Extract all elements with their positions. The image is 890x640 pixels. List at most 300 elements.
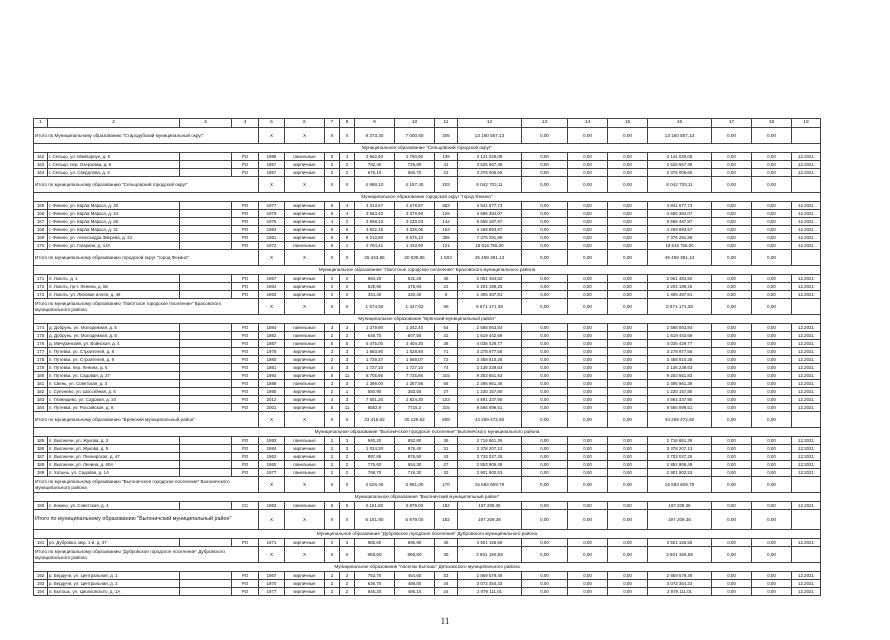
table-row	[34, 324, 821, 332]
table-cell: X	[285, 128, 325, 144]
table-cell: 0,00	[522, 372, 568, 380]
table-cell: 1971	[259, 539, 285, 547]
table-cell	[180, 445, 232, 453]
table-cell: 676,10	[355, 169, 395, 177]
table-cell: 10	[395, 119, 435, 128]
table-cell: 0,00	[712, 356, 752, 364]
table-cell: X	[285, 412, 325, 428]
table-cell: панельные	[285, 380, 325, 388]
table-cell: РО	[232, 153, 259, 161]
table-cell: 0,00	[608, 169, 648, 177]
table-cell: 0,00	[568, 412, 608, 428]
table-cell: 3 501 156,58	[458, 539, 522, 547]
table-cell: 0,00	[522, 332, 568, 340]
table-cell: Итого по Муниципальному образованию "Стародубский муниципальный округ"	[34, 128, 259, 144]
table-cell: панельные	[285, 332, 325, 340]
table-cell: X	[340, 412, 355, 428]
table-cell: Итого по муниципальному образованию "Дубровское городское поселение" Дубровского муниципального района	[34, 547, 259, 563]
table-cell: 0,00	[752, 250, 792, 266]
table-cell: X	[325, 299, 340, 315]
table-cell: 0,00	[752, 445, 792, 453]
table-cell: 1 693,90	[355, 348, 395, 356]
table-row	[34, 580, 821, 588]
table-cell: кирпичные	[285, 348, 325, 356]
table-cell: 2 979 111,01	[648, 588, 712, 596]
table-cell: 0,00	[712, 250, 752, 266]
table-cell: X	[259, 250, 285, 266]
table-cell: п. Локоть, пр-т. Ленина, д. 56	[48, 283, 180, 291]
table-cell: кирпичные	[285, 364, 325, 372]
table-cell: 5	[340, 502, 355, 510]
table-cell: 12.2021	[792, 291, 821, 299]
table-cell: 0,00	[522, 364, 568, 372]
table-cell: 0,00	[568, 234, 608, 242]
table-cell: 0,00	[752, 404, 792, 412]
table-cell: 8 042 703,11	[458, 177, 522, 193]
table-cell: 1962	[259, 453, 285, 461]
table-cell: 0,00	[522, 588, 568, 596]
table-cell: 0,00	[712, 299, 752, 315]
table-cell: 0,00	[712, 572, 752, 580]
table-cell: 0,00	[608, 250, 648, 266]
table-cell: 0,00	[712, 128, 752, 144]
table-cell: 45 459 391,13	[458, 250, 522, 266]
table-cell: 5	[325, 502, 340, 510]
table-cell: 0,00	[522, 356, 568, 364]
table-cell: 4	[340, 153, 355, 161]
table-cell: 0,00	[752, 469, 792, 477]
table-cell: панельные	[285, 242, 325, 250]
table-cell: 0,00	[522, 324, 568, 332]
table-cell: 8	[340, 234, 355, 242]
table-cell: 0,00	[752, 388, 792, 396]
table-cell	[792, 412, 821, 428]
table-cell: д. Добрунь, ул. Молодежная, д. 5	[48, 324, 180, 332]
table-cell: 0,00	[608, 128, 648, 144]
table-cell: X	[325, 477, 340, 493]
table-cell: 4 035 429,77	[648, 340, 712, 348]
table-cell: 15 583 609,79	[458, 477, 522, 493]
table-cell: г. Сельцо, ул. Свердлова, д. 3	[48, 169, 180, 177]
table-cell: 174	[34, 324, 48, 332]
table-cell	[180, 169, 232, 177]
table-cell: 5 558 487,87	[458, 218, 522, 226]
table-cell: 12.2021	[792, 340, 821, 348]
table-cell: 0,00	[752, 242, 792, 250]
table-cell: р. Бердучи, ул. Центральная, д. 1	[48, 572, 180, 580]
table-cell: 0,00	[522, 275, 568, 283]
table-cell: 0,00	[712, 469, 752, 477]
table-cell: 0,00	[522, 380, 568, 388]
table-cell: 2 136 239,63	[458, 364, 522, 372]
table-cell: 0,00	[522, 445, 568, 453]
section-heading-row	[34, 266, 821, 275]
table-cell: с. Супонево, ул. Шоссейная, д. 5	[48, 388, 180, 396]
table-cell: 3 404,30	[395, 340, 435, 348]
table-cell: 4 336,05	[395, 226, 435, 234]
table-cell: Итого по муниципальному образованию "Выгоничский муниципальный район"	[34, 510, 259, 530]
table-cell: 167	[34, 218, 48, 226]
table-cell: г. Фокино, ул. Александра Зверева, д. 22	[48, 234, 180, 242]
table-cell: 182	[34, 388, 48, 396]
table-cell: 2	[340, 275, 355, 283]
table-cell: 0,00	[712, 445, 752, 453]
table-cell: 0,00	[522, 299, 568, 315]
table-cell: 3 141 029,08	[648, 153, 712, 161]
table-cell: 0,00	[568, 453, 608, 461]
table-cell	[180, 218, 232, 226]
table-cell	[792, 250, 821, 266]
table-cell: РО	[232, 469, 259, 477]
table-cell: 0,00	[568, 128, 608, 144]
table-cell: 0,00	[608, 396, 648, 404]
table-cell: 0,00	[522, 437, 568, 445]
table-cell: 0,00	[712, 161, 752, 169]
table-cell: 0,00	[608, 539, 648, 547]
table-cell: Итого по муниципальному образованию "Сельцовский городской округ"	[34, 177, 259, 193]
table-cell: 3 501 156,58	[648, 539, 712, 547]
table-cell: 11	[340, 372, 355, 380]
table-cell	[180, 380, 232, 388]
table-cell: панельные	[285, 461, 325, 469]
table-cell: 0,00	[608, 380, 648, 388]
table-cell: кирпичные	[285, 226, 325, 234]
table-cell: X	[285, 299, 325, 315]
table-cell: 0,00	[712, 380, 752, 388]
table-cell: 3 072 354,33	[458, 580, 522, 588]
table-cell: 0,00	[522, 128, 568, 144]
table-cell: 486,10	[395, 588, 435, 596]
table-cell: 187	[34, 453, 48, 461]
table-cell: 12	[458, 119, 522, 128]
table-cell	[180, 153, 232, 161]
table-cell: п. Локоть, д. 1	[48, 275, 180, 283]
table-row	[34, 291, 821, 299]
register-table-body	[34, 119, 821, 596]
table-cell	[180, 539, 232, 547]
table-cell	[180, 453, 232, 461]
table-cell: 0,00	[568, 539, 608, 547]
table-cell: 0,00	[522, 283, 568, 291]
table-cell: 182	[435, 510, 458, 530]
table-cell: 0,00	[712, 547, 752, 563]
table-cell	[180, 234, 232, 242]
table-cell: 2	[325, 169, 340, 177]
table-cell: 9 565 099,51	[648, 404, 712, 412]
table-cell: 0,00	[608, 502, 648, 510]
table-cell: 1967	[259, 572, 285, 580]
table-cell: 648,70	[355, 332, 395, 340]
table-cell: 2	[340, 453, 355, 461]
table-cell: 0,00	[752, 510, 792, 530]
table-cell: 3 458 810,28	[648, 356, 712, 364]
table-cell	[180, 364, 232, 372]
table-cell: 12.2021	[792, 461, 821, 469]
table-cell: 8	[340, 119, 355, 128]
table-cell: кирпичные	[285, 356, 325, 364]
table-cell: 5 879,00	[395, 510, 435, 530]
table-cell: кирпичные	[285, 169, 325, 177]
table-cell: РО	[232, 324, 259, 332]
table-cell: X	[259, 128, 285, 144]
table-cell: 169	[34, 234, 48, 242]
table-cell: 103	[435, 396, 458, 404]
table-cell: 12.2021	[792, 539, 821, 547]
table-cell: Итого по муниципальному образованию городской округ "город Фокино"	[34, 250, 259, 266]
table-cell: 8 042 703,11	[648, 177, 712, 193]
table-cell: 12.2021	[792, 445, 821, 453]
table-cell: 0,00	[712, 177, 752, 193]
table-cell: 182	[435, 502, 458, 510]
table-cell: 1 230 157,80	[458, 388, 522, 396]
table-cell: 0,00	[568, 445, 608, 453]
table-cell: РО	[232, 572, 259, 580]
table-cell: 36	[435, 275, 458, 283]
table-cell: 0,00	[712, 202, 752, 210]
table-cell: 0,00	[712, 580, 752, 588]
table-cell: 0,00	[712, 153, 752, 161]
table-cell: 383,50	[395, 388, 435, 396]
table-cell: 5	[325, 404, 340, 412]
table-cell	[792, 547, 821, 563]
table-cell: 0,00	[608, 469, 648, 477]
table-cell: п. Путевка, ул. Садовая, д. 27	[48, 372, 180, 380]
table-row	[34, 404, 821, 412]
table-cell: 2 204 199,25	[648, 283, 712, 291]
table-cell: 0,00	[568, 177, 608, 193]
table-cell: 1987	[259, 340, 285, 348]
table-cell: 3 653,40	[355, 210, 395, 218]
table-cell: 0,00	[752, 161, 792, 169]
table-cell: 12.2021	[792, 356, 821, 364]
table-cell: 3	[325, 380, 340, 388]
table-cell: 0,00	[608, 226, 648, 234]
subtotal-row	[34, 510, 821, 530]
table-cell: 74	[435, 364, 458, 372]
table-cell: 12.2021	[792, 234, 821, 242]
table-cell: 12.2021	[792, 380, 821, 388]
table-cell: 1	[34, 119, 48, 128]
table-cell: 1990	[259, 388, 285, 396]
table-cell: 0,00	[752, 177, 792, 193]
table-cell: РО	[232, 380, 259, 388]
table-cell	[180, 580, 232, 588]
table-cell: 3 981,00	[395, 477, 435, 493]
table-cell: 0,00	[752, 283, 792, 291]
table-cell: 5	[325, 242, 340, 250]
table-cell: РО	[232, 226, 259, 234]
table-cell: 9 373,30	[355, 128, 395, 144]
table-cell: 4	[340, 202, 355, 210]
table-cell: 0,00	[752, 169, 792, 177]
table-cell: 2	[340, 572, 355, 580]
table-cell: 19	[792, 119, 821, 128]
table-cell: 0,00	[752, 539, 792, 547]
table-cell: п. Путевка, ул. Строителей, д. 8	[48, 348, 180, 356]
table-cell: 0,00	[522, 396, 568, 404]
table-cell: 38	[435, 340, 458, 348]
table-cell: 0,00	[712, 588, 752, 596]
table-row	[34, 469, 821, 477]
table-cell: 2	[340, 469, 355, 477]
table-cell: 1 230 157,80	[648, 388, 712, 396]
table-cell: кирпичные	[285, 404, 325, 412]
table-cell: 2	[340, 169, 355, 177]
table-cell: 5 671 171,38	[458, 299, 522, 315]
table-cell: РО	[232, 539, 259, 547]
table-cell: 792,40	[355, 161, 395, 169]
table-cell: с. Глинищево, ул. Садовая, д. 34	[48, 396, 180, 404]
table-cell: 193	[34, 580, 48, 588]
table-cell	[180, 210, 232, 218]
table-cell: X	[285, 177, 325, 193]
table-cell	[180, 404, 232, 412]
table-cell: 12.2021	[792, 324, 821, 332]
table-cell: г. Сельцо, ул. Майпарнуе, д. 5	[48, 153, 180, 161]
table-cell: п. Путевка, пер. Ленина, д. 5	[48, 364, 180, 372]
table-cell: 0,00	[608, 445, 648, 453]
table-cell: X	[285, 547, 325, 563]
table-cell: 1 729,37	[355, 356, 395, 364]
table-row	[34, 169, 821, 177]
table-cell: 188	[34, 461, 48, 469]
table-cell: 197 209,36	[648, 510, 712, 530]
table-cell: 36	[435, 437, 458, 445]
table-cell: 0,00	[608, 588, 648, 596]
table-cell: 0,00	[522, 510, 568, 530]
table-cell: 0,00	[752, 275, 792, 283]
table-cell: 1	[340, 242, 355, 250]
table-row	[34, 445, 821, 453]
table-cell: 0,00	[568, 372, 608, 380]
table-cell: 142	[435, 218, 458, 226]
table-cell: 1978	[259, 348, 285, 356]
table-cell: 18	[752, 119, 792, 128]
table-cell: 2 901 902,53	[458, 469, 522, 477]
table-cell: 7 725,86	[395, 372, 435, 380]
table-cell: РО	[232, 234, 259, 242]
table-cell: п. Выгоничи, ул. Пионерская, д. 47	[48, 453, 180, 461]
table-cell	[180, 461, 232, 469]
table-cell: п. Локоть, ул. Липовая аллея, д. 48	[48, 291, 180, 299]
table-cell: 22	[435, 283, 458, 291]
table-cell: 1977	[259, 202, 285, 210]
table-cell: 9 253 651,83	[458, 372, 522, 380]
table-cell: д. Добрунь, ул. Молодежная, д. 8	[48, 332, 180, 340]
table-cell: п. Выгоничи, ул. Ленина, д. 60А	[48, 461, 180, 469]
table-cell: 34	[435, 580, 458, 588]
table-cell: 197 209,36	[458, 502, 522, 510]
table-cell: 0,00	[522, 404, 568, 412]
table-cell: 3	[340, 539, 355, 547]
table-cell: РО	[232, 364, 259, 372]
table-cell: 4	[325, 396, 340, 404]
table-cell: 344,40	[355, 291, 395, 299]
table-cell: 2 588 063,84	[458, 324, 522, 332]
table-cell: 191	[34, 539, 48, 547]
table-cell: 43	[435, 453, 458, 461]
table-cell: 15 583 609,79	[648, 477, 712, 493]
table-cell: 9 253 651,83	[648, 372, 712, 380]
table-cell: РО	[232, 161, 259, 169]
table-cell: РО	[232, 332, 259, 340]
table-cell: 4 313,67	[355, 202, 395, 210]
table-cell: 0,00	[752, 461, 792, 469]
table-cell: 2 716 861,39	[648, 437, 712, 445]
table-cell: X	[259, 412, 285, 428]
table-cell: г. Фокино, ул. Карла Маркса, д. 26	[48, 218, 180, 226]
table-cell: 1975	[259, 218, 285, 226]
table-cell: кирпичные	[285, 372, 325, 380]
table-cell: 190	[34, 502, 48, 510]
table-row	[34, 332, 821, 340]
table-cell: кирпичные	[285, 234, 325, 242]
table-cell	[180, 332, 232, 340]
table-cell: 0,00	[752, 364, 792, 372]
section-heading-row	[34, 563, 821, 572]
table-cell: 0,00	[522, 469, 568, 477]
table-row	[34, 572, 821, 580]
table-cell: 13	[522, 119, 568, 128]
table-cell: 9	[355, 119, 395, 128]
page-number: 11	[440, 616, 450, 626]
table-cell: 12.2021	[792, 169, 821, 177]
table-cell: 2 853 906,49	[458, 461, 522, 469]
table-cell: 0,00	[608, 404, 648, 412]
table-cell: 0,00	[608, 412, 648, 428]
table-cell: 3 378 207,13	[458, 445, 522, 453]
table-cell: 0,00	[522, 161, 568, 169]
table-cell: 12.2021	[792, 218, 821, 226]
table-cell: 0,00	[608, 477, 648, 493]
table-cell: 170	[34, 242, 48, 250]
table-cell: р. Бердучи, ул. Центральная, д. 2	[48, 580, 180, 588]
table-cell: 23	[435, 169, 458, 177]
table-cell: 0,00	[522, 210, 568, 218]
section-heading-row	[34, 144, 821, 153]
table-cell: 753,70	[355, 572, 395, 580]
table-cell: 0,00	[568, 210, 608, 218]
table-cell: п. Выгоничи, ул. Жукова, д. 3	[48, 437, 180, 445]
table-cell: 1970	[259, 580, 285, 588]
subtotal-row	[34, 547, 821, 563]
table-cell: 5	[325, 226, 340, 234]
table-cell	[792, 477, 821, 493]
table-cell: 179	[34, 364, 48, 372]
table-cell: 0,00	[568, 275, 608, 283]
table-cell: 852,80	[395, 437, 435, 445]
table-cell: 0,00	[712, 242, 752, 250]
table-cell: 0,00	[752, 234, 792, 242]
table-cell: 12.2021	[792, 242, 821, 250]
table-cell: 6552,9	[355, 404, 395, 412]
table-cell: 2 525 667,38	[458, 161, 522, 169]
table-cell: 0,00	[568, 226, 608, 234]
table-cell: 0,00	[608, 572, 648, 580]
table-cell: 0,00	[752, 340, 792, 348]
table-cell: 0,00	[608, 332, 648, 340]
table-cell: 2 376 006,65	[648, 169, 712, 177]
table-cell: 365	[435, 234, 458, 242]
table-cell: 0,00	[608, 291, 648, 299]
table-cell	[180, 291, 232, 299]
table-cell	[180, 348, 232, 356]
table-cell: 0,00	[608, 453, 648, 461]
table-row	[34, 588, 821, 596]
table-cell: 846,20	[355, 588, 395, 596]
table-cell: 4 591 337,90	[648, 396, 712, 404]
table-cell: 185	[34, 437, 48, 445]
